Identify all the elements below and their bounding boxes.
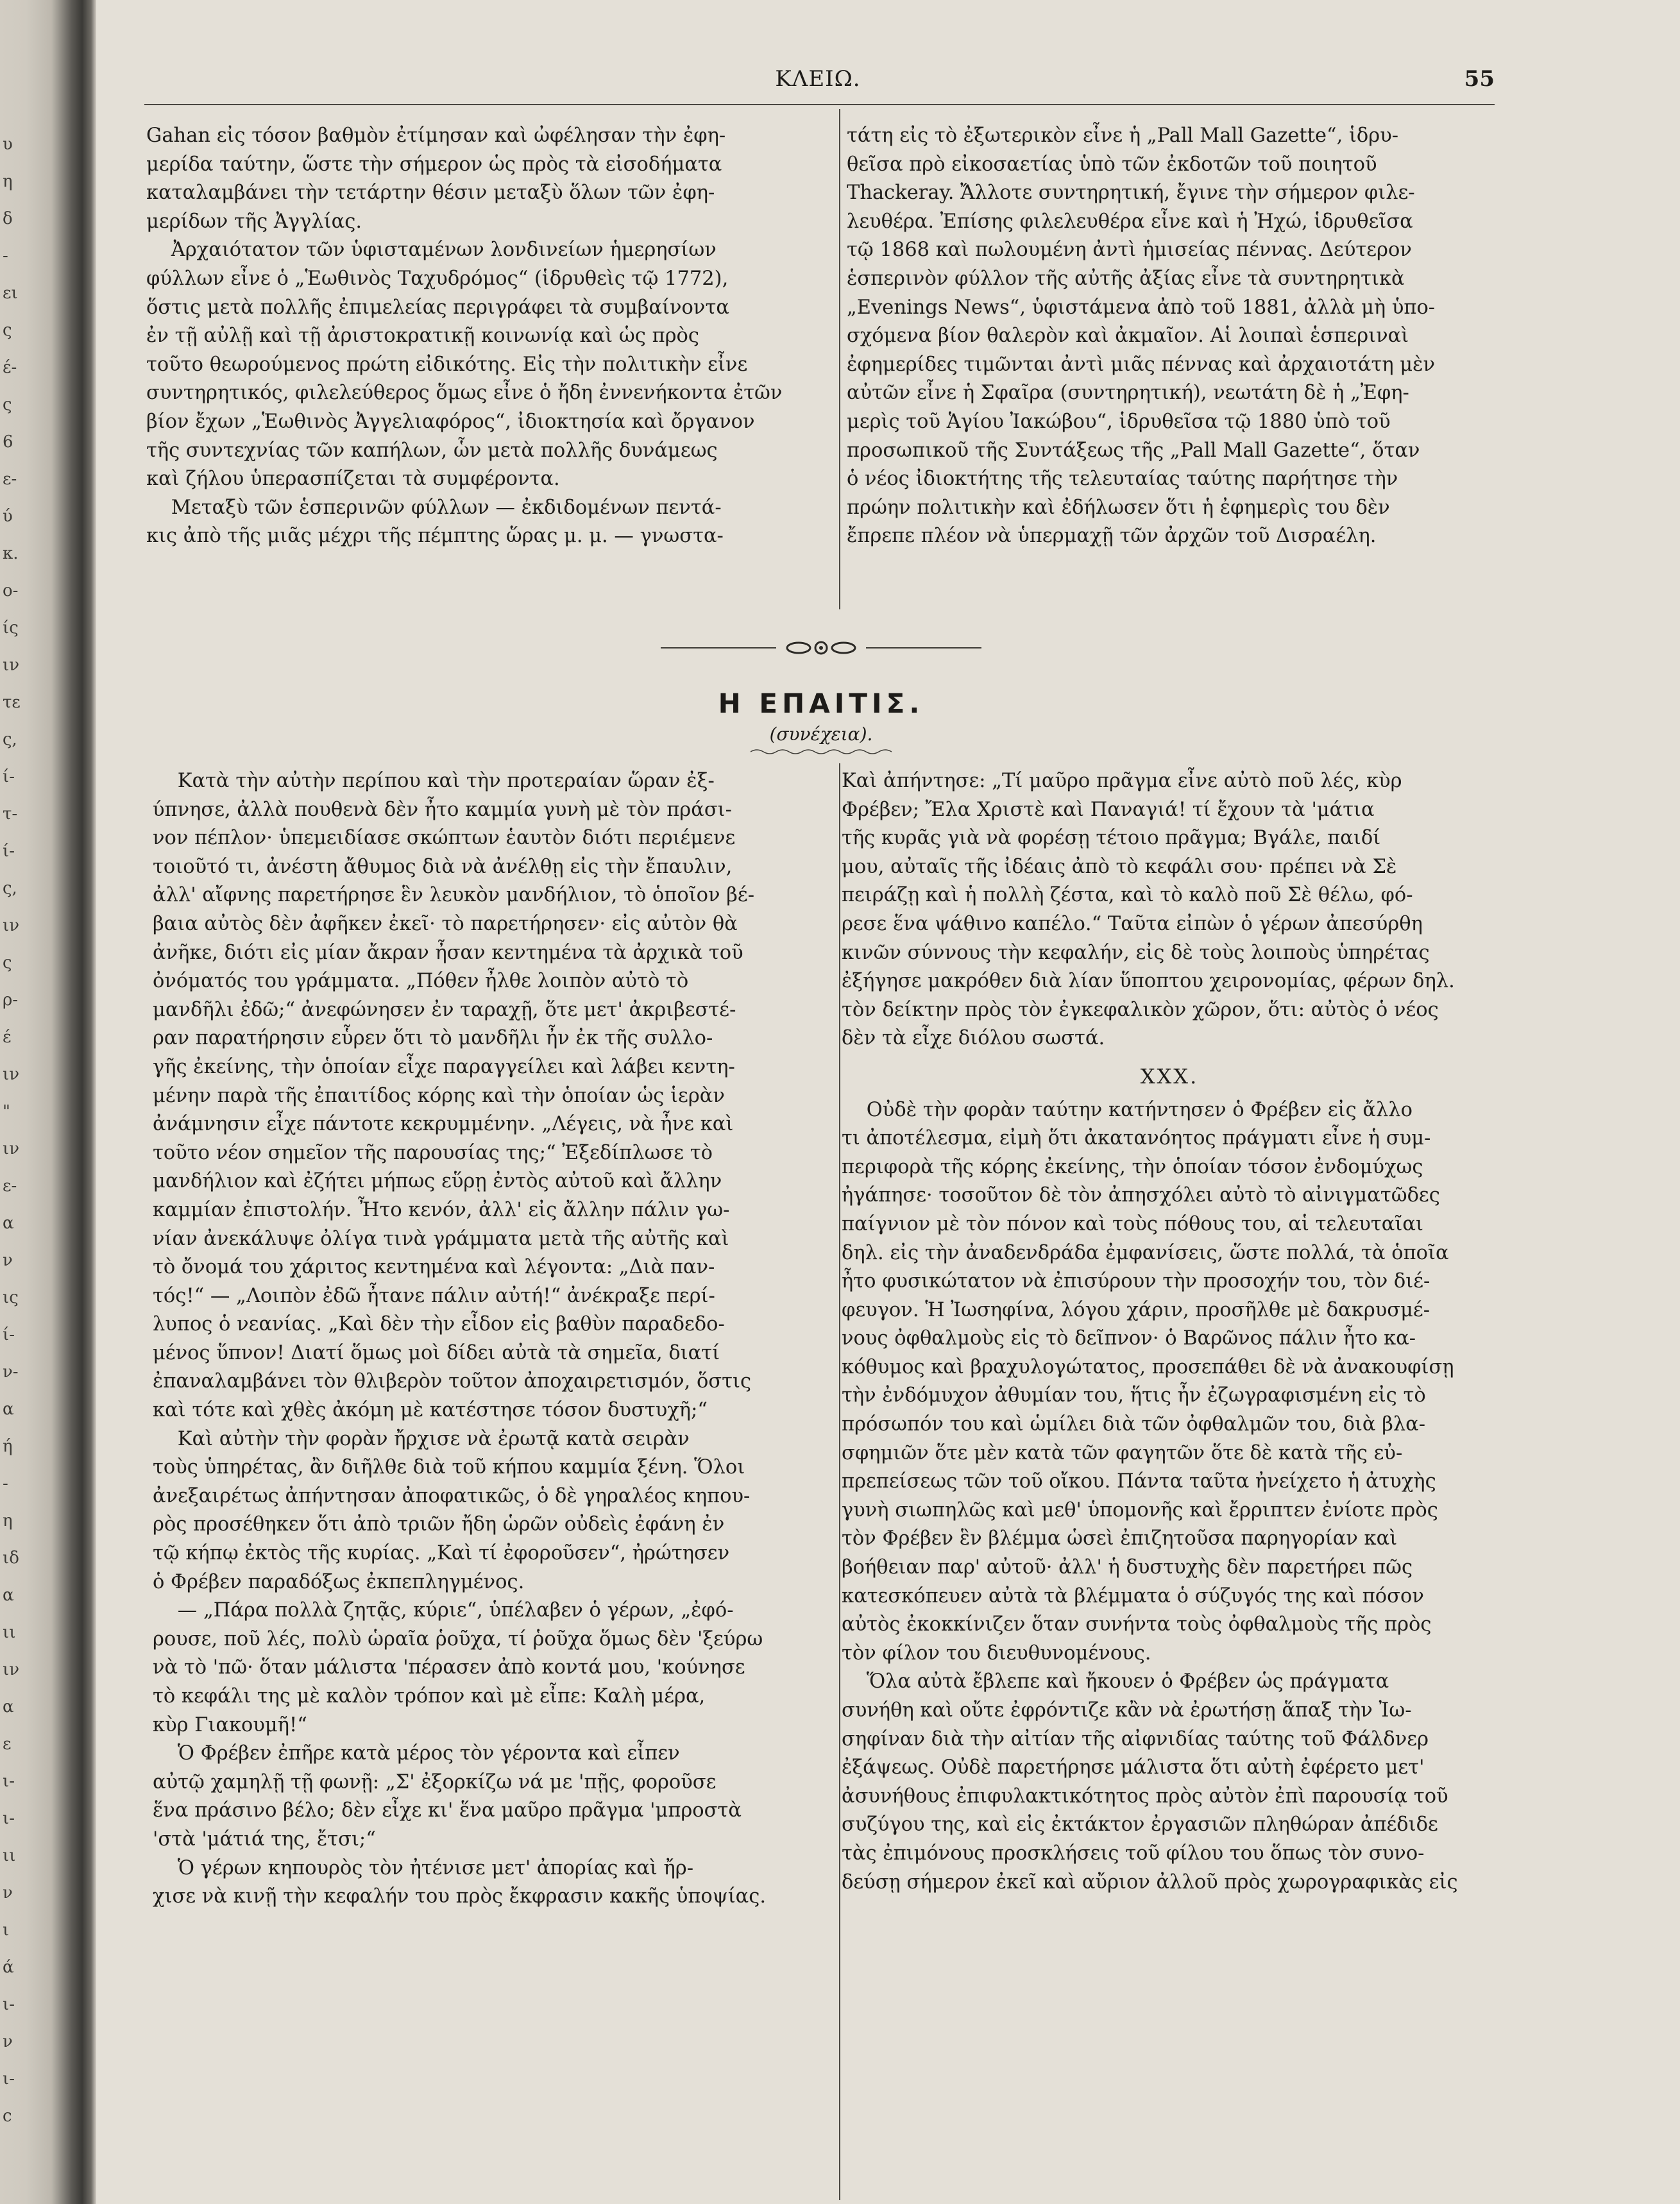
adjacent-page-letter: ε-	[3, 470, 17, 489]
text-line: τοὺς ὑπηρέτας, ἂν διῆλθε διὰ τοῦ κήπου καμμία ξένη. Ὅλοι	[153, 1456, 745, 1479]
text-line: Ὁ γέρων κηπουρὸς τὸν ἠτένισε μετ' ἀπορίας καὶ ἤρ-	[153, 1856, 694, 1879]
text-line: κινῶν σύννους τὴν κεφαλήν, εἰς δὲ τοὺς λοιποὺς ὑπηρέτας	[842, 941, 1430, 964]
adjacent-page-letter: ιν	[3, 916, 19, 935]
adjacent-page-letter: -	[3, 1474, 8, 1493]
text-line: λευθέρα. Ἐπίσης φιλελευθέρα εἶνε καὶ ἡ Ἠχώ, ἱδρυθεῖσα	[847, 210, 1413, 233]
text-line: ὀνόματός του γράμματα. „Πόθεν ἦλθε λοιπὸν αὐτὸ τὸ	[153, 970, 689, 993]
text-line: ρεσε ἕνα ψάθινο καπέλο.“ Ταῦτα εἰπὼν ὁ γέρων ἀπεσύρθη	[842, 912, 1423, 935]
text-line: Φρέβεν; Ἔλα Χριστὲ καὶ Παναγιά! τί ἔχουν τὰ 'μάτια	[842, 798, 1375, 821]
text-line: ἀνάμνησιν εἶχε πάντοτε κεκρυμμένην. „Λέγεις, νὰ ἦνε καὶ	[153, 1113, 734, 1136]
text-line: σχόμενα βίον θαλερὸν καὶ ἀκμαῖον. Αἱ λοιπαὶ ἑσπεριναὶ	[847, 325, 1409, 348]
text-line: Μεταξὺ τῶν ἑσπερινῶν φύλλων — ἐκδιδομένων πεντά-	[146, 496, 722, 519]
text-line: νὰ τὸ 'πῶ· ὅταν μάλιστα 'πέρασεν ἀπὸ κοντά μου, 'κούνησε	[153, 1656, 745, 1679]
chapter-heading: XXX.	[1140, 1064, 1199, 1089]
text-line: τῆς κυρᾶς γιὰ νὰ φορέσῃ τέτοιο πρᾶγμα; Βγάλε, παιδί	[842, 827, 1381, 850]
text-line: Ὅλα αὐτὰ ἔβλεπε καὶ ἤκουεν ὁ Φρέβεν ὡς πράγματα	[842, 1670, 1389, 1693]
text-line: τοῦτο θεωρούμενος πρώτη εἰδικότης. Εἰς τὴν πολιτικὴν εἶνε	[146, 353, 748, 376]
adjacent-page-letter: έ	[3, 1028, 12, 1047]
text-line: τὴν ἐνδόμυχον ἀθυμίαν του, ἥτις ἦν ἐζωγραφισμένη εἰς τὸ	[842, 1384, 1426, 1407]
text-line: Καὶ ἀπήντησε: „Τί μαῦρο πρᾶγμα εἶνε αὐτὸ ποῦ λές, κὺρ	[842, 770, 1402, 792]
text-line: Thackeray. Ἄλλοτε συντηρητική, ἔγινε τὴν σήμερον φιλε-	[847, 182, 1415, 205]
adjacent-page-letter: δ	[3, 209, 13, 228]
adjacent-page-letter: ί-	[3, 1325, 15, 1344]
text-line: χισε νὰ κινῇ τὴν κεφαλήν του πρὸς ἔκφρασιν κακῆς ὑποψίας.	[153, 1885, 767, 1908]
column-divider-bottom	[839, 763, 840, 2200]
adjacent-page-letter: ε	[3, 1734, 12, 1754]
text-line: Οὐδὲ τὴν φορὰν ταύτην κατήντησεν ὁ Φρέβεν εἰς ἄλλο	[842, 1098, 1413, 1121]
text-line: συντηρητικός, φιλελεύθερος ὅμως εἶνε ὁ ἤδη ἐννενήκοντα ἐτῶν	[146, 382, 783, 405]
text-line: ἀνῆκε, διότι εἰς μίαν ἄκραν ἦσαν κεντημένα τὰ ἀρχικὰ τοῦ	[153, 941, 743, 964]
text-line: ἐξάψεως. Οὐδὲ παρετήρησε μάλιστα ὅτι αὐτὴ ἐφέρετο μετ'	[842, 1756, 1425, 1779]
adjacent-page-letter: ι-	[3, 1995, 15, 2014]
text-line: τοῦτο νέον σημεῖον τῆς παρουσίας της;“ Ἐξεδίπλωσε τὸ	[153, 1141, 713, 1164]
story-column-left	[153, 767, 833, 1912]
text-line: Ὁ Φρέβεν ἐπῆρε κατὰ μέρος τὸν γέροντα καὶ εἶπεν	[153, 1742, 680, 1765]
text-line: μένην παρὰ τῆς ἐπαιτίδος κόρης καὶ τὴν ὁποίαν ὡς ἱερὰν	[153, 1084, 725, 1107]
adjacent-page-letter: ύ	[3, 507, 13, 526]
adjacent-page-letter: ει	[3, 284, 18, 303]
adjacent-page-letter: ή	[3, 1437, 13, 1456]
text-line: Gahan εἰς τόσον βαθμὸν ἐτίμησαν καὶ ὠφέλησαν τὴν ἐφη-	[146, 124, 726, 147]
text-line: τῆς συντεχνίας τῶν καπήλων, ὧν μετὰ πολλῆς δυνάμεως	[146, 439, 718, 462]
text-line: μερίδων τῆς Ἀγγλίας.	[146, 210, 362, 233]
text-line: γῆς ἐκείνης, τὴν ὁποίαν εἶχε παραγγείλει καὶ λάβει κεντη-	[153, 1055, 735, 1078]
text-line: ἦτο φυσικώτατον νὰ ἐπισύρουν τὴν προσοχήν του, τὸν διέ-	[842, 1270, 1430, 1293]
text-line: καμμίαν ἐπιστολήν. Ἦτο κενόν, ἀλλ' εἰς ἄλλην πάλιν γω-	[153, 1198, 730, 1221]
text-line: μερίδα ταύτην, ὥστε τὴν σήμερον ὡς πρὸς τὰ εἰσοδήματα	[146, 153, 722, 176]
text-line: τοιοῦτό τι, ἀνέστη ἄθυμος διὰ νὰ ἀνέλθῃ εἰς τὴν ἔπαυλιν,	[153, 855, 733, 878]
article-column-right	[847, 122, 1495, 551]
adjacent-page-letter: ιν	[3, 1065, 19, 1084]
adjacent-page-letter: α	[3, 1400, 14, 1419]
adjacent-page-letter: ν	[3, 1251, 13, 1270]
adjacent-page-letter: υ	[3, 135, 13, 154]
adjacent-page-letter: η	[3, 1511, 13, 1530]
text-line: παίγνιον μὲ τὸν πόνον καὶ τοὺς πόθους του, αἱ τελευταῖαι	[842, 1212, 1423, 1235]
section-ornament	[661, 636, 981, 659]
text-line: ἑσπερινὸν φύλλον τῆς αὐτῆς ἀξίας εἶνε τὰ συντηρητικὰ	[847, 267, 1405, 290]
text-line: κις ἀπὸ τῆς μιᾶς μέχρι τῆς πέμπτης ὥρας μ. μ. — γνωστα-	[146, 525, 724, 548]
text-line: ἔπρεπε πλέον νὰ ὑπερμαχῇ τῶν ἀρχῶν τοῦ Δισραέλη.	[847, 525, 1377, 548]
text-line: καὶ ζήλου ὑπερασπίζεται τὰ συμφέροντα.	[146, 468, 560, 491]
adjacent-page-letter: ε-	[3, 1176, 17, 1196]
text-line: ὅστις μετὰ πολλῆς ἐπιμελείας περιγράφει τὰ συμβαίνοντα	[146, 296, 729, 319]
adjacent-page-letter: ι	[3, 1920, 10, 1940]
running-head-title: ΚΛΕΙΩ.	[775, 66, 861, 92]
text-line: προσωπικοῦ τῆς Συντάξεως τῆς „Pall Mall Gazette“, ὅταν	[847, 439, 1420, 462]
text-line: μανδήλιον καὶ ἐζήτει μήπως εὕρῃ ἐντὸς αὐτοῦ καὶ ἄλλην	[153, 1170, 722, 1193]
text-line: μένος ὕπνον! Διατί ὅμως μοὶ δίδει αὐτὰ τὰ σημεῖα, διατί	[153, 1341, 720, 1364]
text-line: πρεπείσεως τῶν τοῦ οἴκου. Πάντα ταῦτα ἠνείχετο ἡ ἀτυχὴς	[842, 1470, 1436, 1493]
text-line: πρόσωπόν του καὶ ὡμίλει διὰ τῶν ὀφθαλμῶν του, διὰ βλα-	[842, 1413, 1426, 1436]
adjacent-page-letter: ι-	[3, 2069, 15, 2089]
text-line: τὸ ὄνομά του χάριτος κεντημένα καὶ λέγοντα: „Διὰ παν-	[153, 1256, 715, 1279]
text-line: τάτη εἰς τὸ ἐξωτερικὸν εἶνε ἡ „Pall Mall Gazette“, ἱδρυ-	[847, 124, 1399, 147]
text-line: βοήθειαν παρ' αὐτοῦ· ἀλλ' ἡ δυστυχὴς δὲν παρετήρει πῶς	[842, 1556, 1413, 1579]
adjacent-page-letter: ν-	[3, 1362, 19, 1382]
adjacent-page-letter: ιδ	[3, 1548, 19, 1568]
text-line: συζύγου της, καὶ εἰς ἐκτάκτον ἐργασιῶν πληθώραν ἀπέδιδε	[842, 1813, 1438, 1836]
text-line: αὐτὸς ἐκοκκίνιζεν ὅταν συνήντα τοὺς ὀφθαλμοὺς τῆς πρὸς	[842, 1613, 1432, 1636]
text-line: βαια αὐτὸς δὲν ἀφῆκεν ἐκεῖ· τὸ παρετήρησεν· εἰς αὐτὸν θὰ	[153, 912, 738, 935]
text-line: καταλαμβάνει τὴν τετάρτην θέσιν μεταξὺ ὅλων τῶν ἐφη-	[146, 182, 715, 205]
text-line: πειράζῃ καὶ ἡ πολλὴ ζέστα, καὶ τὸ καλὸ ποῦ Σὲ θέλω, φό-	[842, 884, 1413, 907]
text-line: ὁ νέος ἰδιοκτήτης τῆς τελευταίας ταύτης παρήτησε τὴν	[847, 468, 1398, 491]
text-line: Ἀρχαιότατον τῶν ὑφισταμένων λονδινείων ἡμερησίων	[146, 239, 717, 262]
adjacent-page-letter: ιι	[3, 1623, 16, 1642]
text-line: ραν παρατήρησιν εὗρεν ὅτι τὸ μανδῆλι ἦν ἐκ τῆς συλλο-	[153, 1027, 713, 1050]
text-line: ἠγάπησε· τοσοῦτον δὲ τὸν ἀπησχόλει αὐτὸ τὸ αἰνιγματῶδες	[842, 1184, 1440, 1207]
adjacent-page-letter: ιι	[3, 1846, 16, 1865]
adjacent-page-letter: ς,	[3, 879, 17, 898]
text-line: δηλ. εἰς τὴν ἀναδενδράδα ἐμφανίσεις, ὥστε πολλά, τὰ ὁποῖα	[842, 1241, 1449, 1264]
text-line: ύπνησε, ἀλλὰ πουθενὰ δὲν ἦτο καμμία γυνὴ μὲ τὸν πράσι-	[153, 798, 732, 821]
adjacent-page-letter: ς	[3, 395, 12, 414]
adjacent-page-letter: ιν	[3, 1660, 19, 1679]
adjacent-page-letter: η	[3, 172, 13, 191]
text-line: καὶ τότε καὶ χθὲς ἀκόμη μὲ κατέστησε τόσον δυστυχῆ;“	[153, 1399, 708, 1422]
adjacent-page-letter: ις	[3, 1288, 19, 1307]
adjacent-page-letter: ι-	[3, 1809, 15, 1828]
column-divider-top	[839, 109, 840, 609]
text-line: σφημιῶν ὅτε μὲν κατὰ τῶν φαγητῶν ὅτε δὲ κατὰ τῆς εὐ-	[842, 1441, 1403, 1464]
text-line: Κατὰ τὴν αὐτὴν περίπου καὶ τὴν προτεραίαν ὥραν ἐξ-	[153, 770, 715, 792]
text-line: μου, αὐταῖς τῆς ἰδέαις ἀπὸ τὸ κεφάλι σου· πρέπει νὰ Σὲ	[842, 855, 1397, 878]
text-line: τὸν φίλον του διευθυνομένους.	[842, 1641, 1151, 1665]
text-line: τὸν δείκτην πρὸς τὸν ἐγκεφαλικὸν χῶρον, ὅτι: αὐτὸς ὁ νέος	[842, 998, 1439, 1021]
adjacent-page-letter: α	[3, 1214, 14, 1233]
text-line: ἀλλ' αἴφνης παρετήρησε ἓν λευκὸν μανδήλιον, τὸ ὁποῖον βέ-	[153, 884, 754, 907]
header-rule	[144, 104, 1495, 105]
adjacent-page-letter: κ.	[3, 544, 19, 563]
story-title: Η ΕΠΑΙΤΙΣ.	[718, 688, 924, 719]
title-underline-flourish	[751, 748, 892, 756]
text-line: φύλλων εἶνε ὁ „Ἑωθινὸς Ταχυδρόμος“ (ἱδρυθεὶς τῷ 1772),	[146, 267, 729, 290]
text-line: θεῖσα πρὸ εἰκοσαετίας ὑπὸ τῶν ἐκδοτῶν τοῦ ποιητοῦ	[847, 153, 1377, 176]
text-line: γυνὴ σιωπηλῶς καὶ μεθ' ὑπομονῆς καὶ ἔρριπτεν ἐνίοτε πρὸς	[842, 1498, 1438, 1522]
text-line: κατεσκόπευεν αὐτὰ τὰ βλέμματα ὁ σύζυγός της καὶ πόσον	[842, 1584, 1424, 1607]
text-line: — „Πάρα πολλὰ ζητᾷς, κύριε“, ὑπέλαβεν ὁ γέρων, „ἐφό-	[153, 1599, 734, 1622]
text-line: 'στὰ 'μάτιά της, ἔτσι;“	[153, 1827, 376, 1851]
text-line: τι ἀποτέλεσμα, εἰμὴ ὅτι ἀκατανόητος πράγματι εἶνε ἡ συμ-	[842, 1127, 1431, 1150]
adjacent-page-letter: α	[3, 1586, 14, 1605]
text-line: ἀνεξαιρέτως ἀπήντησαν ἀποφατικῶς, ὁ δὲ γηραλέος κηπου-	[153, 1484, 751, 1507]
adjacent-page-letter: ν	[3, 1883, 13, 1903]
adjacent-page-letter: ρ-	[3, 990, 19, 1010]
adjacent-page-letter: ιν	[3, 1139, 19, 1158]
text-line: νίαν ἀνεκάλυψε ὀλίγα τινὰ γράμματα μετὰ τῆς αὐτῆς καὶ	[153, 1227, 729, 1250]
text-line: ἐπαναλαμβάνει τὸν θλιβερὸν τοῦτον ἀποχαιρετισμόν, ὅστις	[153, 1370, 752, 1393]
text-line: ὁ Φρέβεν παραδόξως ἐκπεπληγμένος.	[153, 1570, 525, 1593]
text-line: ἀσυνήθους ἐπιφυλακτικότητος πρὸς αὐτὸν ἐπὶ παρουσίᾳ τοῦ	[842, 1784, 1448, 1808]
adjacent-page-letter: ς,	[3, 730, 17, 749]
text-line: συνήθη καὶ οὔτε ἐφρόντιζε κἂν νὰ ἐρωτήσῃ ἅπαξ τὴν Ἰω-	[842, 1699, 1412, 1722]
text-line: σηφίναν διὰ τὴν αἰτίαν τῆς αἰφνιδίας ταύτης τοῦ Φάλδνερ	[842, 1727, 1429, 1750]
adjacent-page-letter: τε	[3, 693, 21, 712]
text-line: αὐτῶν εἶνε ἡ Σφαῖρα (συντηρητική), νεωτάτη δὲ ἡ „Ἐφη-	[847, 382, 1409, 405]
adjacent-page-letter: ίς	[3, 618, 19, 638]
adjacent-page-letter: ιν	[3, 656, 19, 675]
text-line: τὸν Φρέβεν ἓν βλέμμα ὡσεὶ ἐπιζητοῦσα παρηγορίαν καὶ	[842, 1527, 1398, 1550]
text-line: δὲν τὰ εἶχε διόλου σωστά.	[842, 1027, 1105, 1050]
text-line: τῷ κήπῳ ἐκτὸς τῆς κυρίας. „Καὶ τί ἐφοροῦσεν“, ἠρώτησεν	[153, 1542, 730, 1565]
text-line: ρουσε, ποῦ λές, πολὺ ὡραῖα ῥοῦχα, τί ῥοῦχα ὅμως δὲν 'ξεύρω	[153, 1627, 763, 1650]
text-line: νον πέπλον· ὑπεμειδίασε σκώπτων ἑαυτὸν διότι περιέμενε	[153, 827, 736, 850]
text-line: κόθυμος καὶ βραχυλογώτατος, προσεπάθει δὲ νὰ ἀνακουφίσῃ	[842, 1355, 1454, 1378]
text-line: τὰς ἐπιμόνους προσκλήσεις τοῦ φίλου του ὅπως τὸν συνο-	[842, 1842, 1425, 1865]
text-line: ἐξήγησε μακρόθεν διὰ λίαν ὕποπτου χειρονομίας, φέρων δηλ.	[842, 970, 1455, 993]
text-line: ἐν τῇ αὐλῇ καὶ τῇ ἀριστοκρατικῇ κοινωνίᾳ καὶ ὡς πρὸς	[146, 325, 699, 348]
adjacent-page-letter: ί-	[3, 842, 15, 861]
adjacent-page-letter: α	[3, 1697, 14, 1717]
adjacent-page-letter: τ-	[3, 804, 18, 824]
text-line: τῷ 1868 καὶ πωλουμένη ἀντὶ ἡμισείας πέννας. Δεύτερον	[847, 239, 1412, 262]
page-number: 55	[1464, 66, 1495, 92]
adjacent-page-letter: ά	[3, 1958, 14, 1977]
text-line: περιφορὰ τῆς κόρης ἐκείνης, τὴν ὁποίαν τόσον ἐνδομύχως	[842, 1155, 1423, 1178]
adjacent-page-letter: ς	[3, 321, 12, 340]
text-line: λυπος ὁ νεανίας. „Καὶ δὲν τὴν εἶδον εἰς βαθὺν παραδεδο-	[153, 1313, 725, 1336]
text-line: Καὶ αὐτὴν τὴν φορὰν ἤρχισε νὰ ἐρωτᾷ κατὰ σειρὰν	[153, 1427, 690, 1450]
article-column-left	[146, 122, 817, 551]
adjacent-page-edge	[3, 0, 28, 2204]
adjacent-page-letter: έ-	[3, 358, 17, 377]
text-line: φευγον. Ἡ Ἰωσηφίνα, λόγου χάριν, προσῆλθε μὲ δακρυσμέ-	[842, 1298, 1430, 1321]
text-line: μερὶς τοῦ Ἁγίου Ἰακώβου“, ἱδρυθεῖσα τῷ 1880 ὑπὸ τοῦ	[847, 410, 1391, 433]
adjacent-page-letter: ν	[3, 2032, 13, 2051]
text-line: βίον ἔχων „Ἑωθινὸς Ἀγγελιαφόρος“, ἰδιοκτησία καὶ ὄργανον	[146, 410, 755, 433]
text-line: μανδῆλι ἐδῶ;“ ἀνεφώνησεν ἐν ταραχῇ, ὅτε μετ' ἀκριβεστέ-	[153, 998, 736, 1021]
text-line: τός!“ — „Λοιπὸν ἐδῶ ἦτανε πάλιν αὐτή!“ ἀνέκραξε περί-	[153, 1284, 715, 1307]
adjacent-page-letter: ς	[3, 953, 12, 972]
adjacent-page-letter: c	[3, 2107, 12, 2126]
text-line: κὺρ Γιακουμῆ!“	[153, 1713, 307, 1736]
story-column-right	[842, 767, 1497, 1897]
text-line: ἕνα πράσινο βέλο; δὲν εἶχε κι' ἕνα μαῦρο πρᾶγμα 'μπροστὰ	[153, 1799, 742, 1822]
text-line: ἐφημερίδες τιμῶνται ἀντὶ μιᾶς πέννας καὶ ἀρχαιοτάτη μὲν	[847, 353, 1436, 376]
adjacent-page-letter: "	[3, 1102, 10, 1121]
text-line: „Evenings News“, ὑφιστάμενα ἀπὸ τοῦ 1881, ἀλλὰ μὴ ὑπο-	[847, 296, 1436, 319]
story-subtitle: (συνέχεια).	[769, 724, 873, 745]
text-line: δεύσῃ σήμερον ἐκεῖ καὶ αὔριον ἀλλοῦ πρὸς χωρογραφικὰς εἰς	[842, 1870, 1458, 1894]
text-line: πρώην πολιτικὴν καὶ ἐδήλωσεν ὅτι ἡ ἐφημερὶς του δὲν	[847, 496, 1390, 519]
adjacent-page-letter: -	[3, 246, 8, 266]
text-line: νους ὀφθαλμοὺς εἰς τὸ δεῖπνον· ὁ Βαρῶνος πάλιν ἦτο κα-	[842, 1327, 1416, 1350]
adjacent-page-letter: ί-	[3, 767, 15, 786]
adjacent-page-letter: 6	[3, 432, 13, 452]
adjacent-page-letter: ο-	[3, 581, 19, 600]
adjacent-page-letter: ι-	[3, 1772, 15, 1791]
text-line: αὐτῷ χαμηλῇ τῇ φωνῇ: „Σ' ἐξορκίζω νά με 'πῇς, φοροῦσε	[153, 1770, 717, 1793]
text-line: ρὸς προσέθηκεν ὅτι ἀπὸ τριῶν ἤδη ὡρῶν οὐδεὶς ἐφάνη ἐν	[153, 1513, 725, 1536]
text-line: τὸ κεφάλι της μὲ καλὸν τρόπον καὶ μὲ εἶπε: Καλὴ μέρα,	[153, 1685, 706, 1708]
